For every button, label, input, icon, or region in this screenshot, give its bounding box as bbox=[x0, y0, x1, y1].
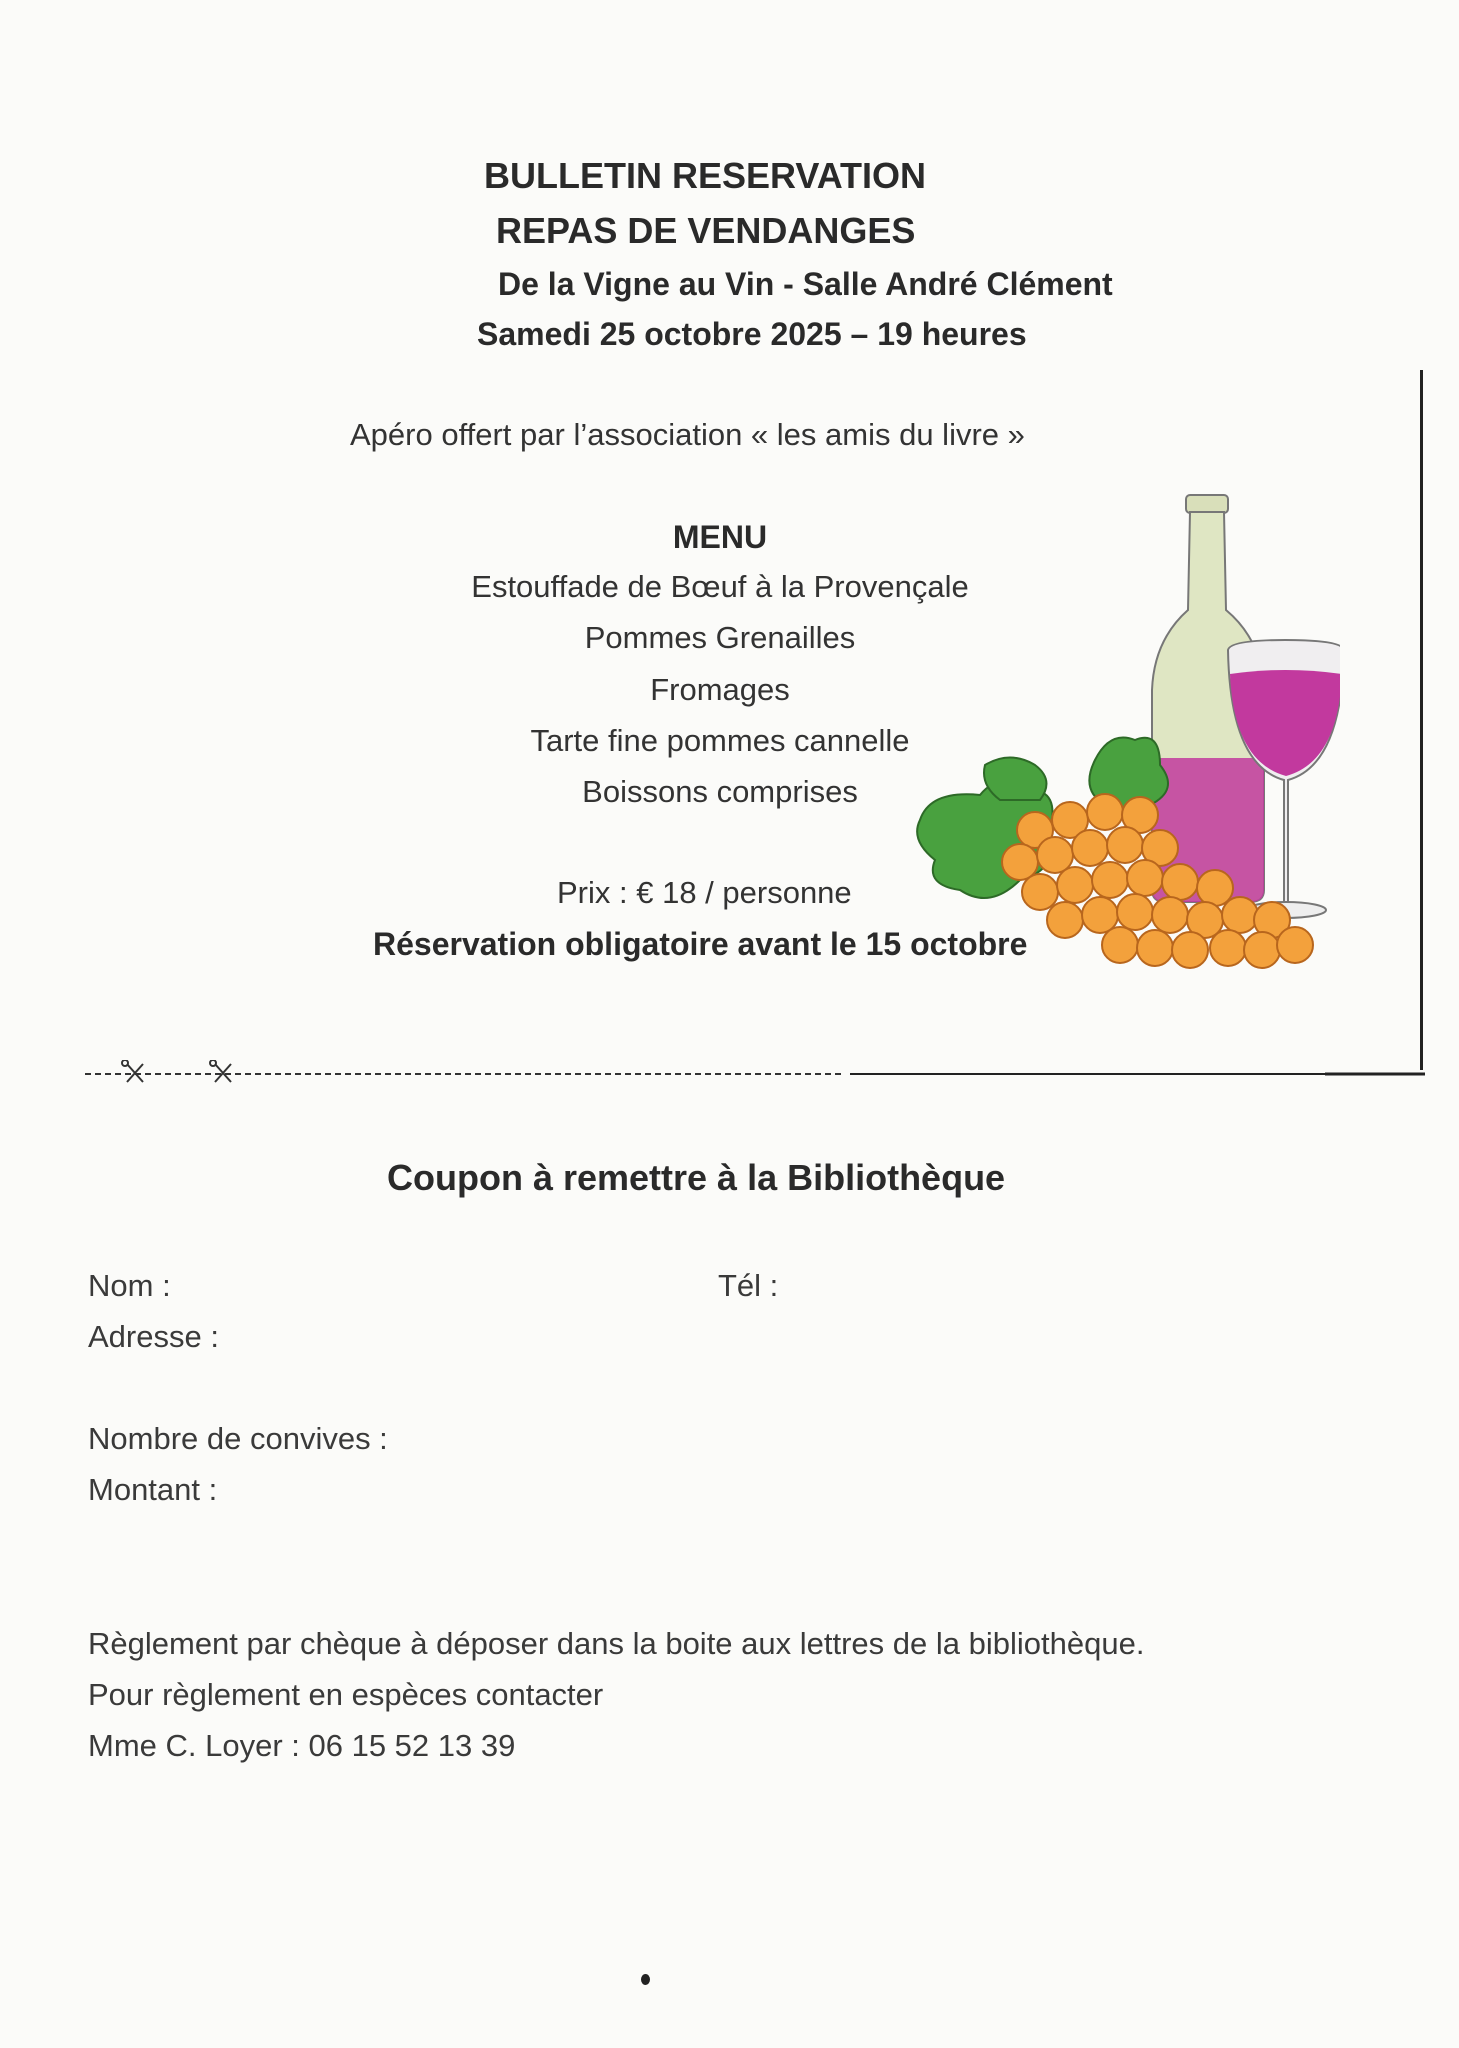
menu-heading: MENU bbox=[672, 519, 768, 555]
apero-line: Apéro offert par l’association « les amis du livre » bbox=[350, 417, 1025, 452]
reservation-note: Réservation obligatoire avant le 15 octobre bbox=[373, 926, 1028, 962]
menu-item: Fromages bbox=[650, 672, 790, 707]
page-mark bbox=[641, 1974, 650, 1985]
title-line-1: BULLETIN RESERVATION bbox=[484, 155, 927, 196]
venue-line: De la Vigne au Vin - Salle André Clément bbox=[498, 266, 1113, 302]
wine-illustration bbox=[910, 490, 1340, 1000]
grapes-icon bbox=[1002, 794, 1313, 968]
tel-label: Tél : bbox=[718, 1268, 779, 1303]
price-line: Prix : € 18 / personne bbox=[557, 875, 852, 910]
payment-line-2: Pour règlement en espèces contacter bbox=[88, 1677, 604, 1712]
payment-line-1: Règlement par chèque à déposer dans la boite aux lettres de la bibliothèque. bbox=[88, 1626, 1145, 1661]
montant-label: Montant : bbox=[88, 1472, 218, 1507]
scissors-icon bbox=[210, 1060, 231, 1082]
scissors-icon bbox=[122, 1060, 143, 1082]
convives-label: Nombre de convives : bbox=[88, 1421, 388, 1456]
menu-item: Estouffade de Bœuf à la Provençale bbox=[471, 569, 969, 604]
adresse-label: Adresse : bbox=[88, 1319, 219, 1354]
date-line: Samedi 25 octobre 2025 – 19 heures bbox=[477, 316, 1027, 352]
nom-label: Nom : bbox=[88, 1268, 171, 1303]
coupon-title: Coupon à remettre à la Bibliothèque bbox=[387, 1157, 1006, 1198]
title-line-2: REPAS DE VENDANGES bbox=[496, 210, 916, 251]
frame-right-border bbox=[1420, 370, 1423, 1070]
menu-item: Pommes Grenailles bbox=[584, 620, 856, 655]
cut-line bbox=[85, 1060, 1425, 1084]
menu-item: Tarte fine pommes cannelle bbox=[530, 723, 910, 758]
payment-line-3: Mme C. Loyer : 06 15 52 13 39 bbox=[88, 1728, 516, 1763]
menu-item: Boissons comprises bbox=[582, 774, 858, 809]
